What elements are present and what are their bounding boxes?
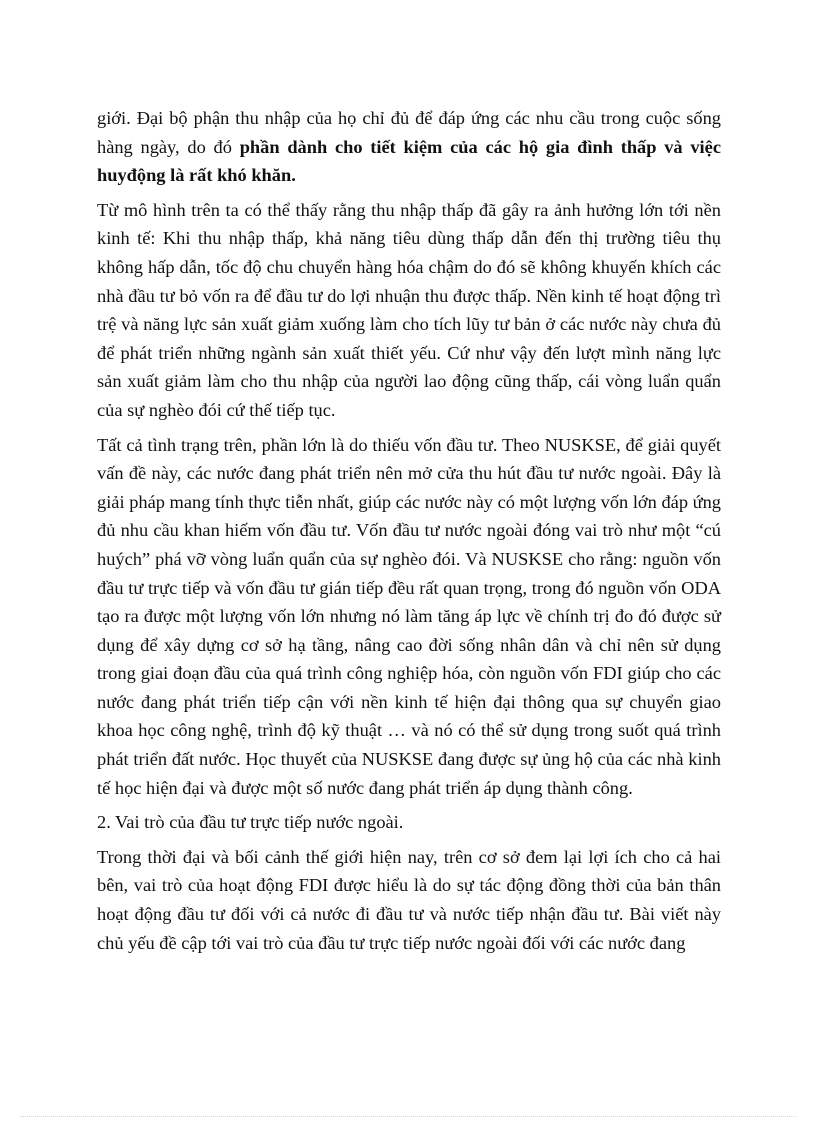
paragraph-low-income-effects: Từ mô hình trên ta có thể thấy rằng thu nhập thấp đã gây ra ảnh hưởng lớn tới nền kinh tế: Khi thu nhập thấp, khả năng tiêu dùng thấp dẫn đến thị trường tiêu thụ không hấp dẫn, tốc độ chu chuyển hàng hóa chậm do đó sẽ không khuyến khích các nhà đầu tư bỏ vốn ra để đầu tư do lợi nhuận thu được thấp. Nền kinh tế hoạt động trì trệ và năng lực sản xuất giảm xuống làm cho tích lũy tư bản ở các nước này chưa đủ để phát triển những ngành sản xuất thiết yếu. Cứ như vậy đến lượt mình năng lực sản xuất giảm làm cho thu nhập của người lao động cũng thấp, cái vòng luẩn quẩn của sự nghèo đói cứ thế tiếp tục. bbox=[97, 199, 721, 420]
paragraph-text: giới. Đại bộ phận thu nhập của họ chỉ đủ để đáp ứng các nhu cầu trong cuộc sống hàng ngày, do đó bbox=[97, 108, 721, 157]
paragraph-fdi-context: Trong thời đại và bối cảnh thế giới hiện nay, trên cơ sở đem lại lợi ích cho cả hai bên, vai trò của hoạt động FDI được hiểu là do sự tác động đồng thời của bản thân hoạt động đầu tư đối với cả nước đi đầu tư và nước tiếp nhận đầu tư. Bài viết này chủ yếu đề cập tới vai trò của đầu tư trực tiếp nước ngoài đối với các nước đang bbox=[97, 846, 721, 953]
bold-emphasis: phần dành cho tiết kiệm của các hộ gia đình thấp và việc huyđộng là rất khó khăn. bbox=[97, 136, 721, 186]
page-bottom-border bbox=[20, 1116, 796, 1117]
document-body bbox=[97, 104, 721, 963]
section-heading-fdi-role: 2. Vai trò của đầu tư trực tiếp nước ngoài. bbox=[97, 812, 404, 833]
paragraph-nuskse-theory: Tất cả tình trạng trên, phần lớn là do thiếu vốn đầu tư. Theo NUSKSE, để giải quyết vấn đề này, các nước đang phát triển nên mở cửa thu hút đầu tư nước ngoài. Đây là giải pháp mang tính thực tiễn nhất, giúp các nước này có một lượng vốn lớn đáp ứng đủ nhu cầu khan hiếm vốn đầu tư. Vốn đầu tư nước ngoài đóng vai trò như một “cú huých” phá vỡ vòng luẩn quẩn của sự nghèo đói. Và NUSKSE cho rằng: nguồn vốn đầu tư trực tiếp và vốn đầu tư gián tiếp đều rất quan trọng, trong đó nguồn vốn ODA tạo ra được một lượng vốn lớn nhưng nó làm tăng áp lực về chính trị đo đó được sử dụng để xây dựng cơ sở hạ tầng, nâng cao đời sống nhân dân và chỉ nên sử dụng trong giai đoạn đầu của quá trình công nghiệp hóa, còn nguồn vốn FDI giúp cho các nước đang phát triển tiếp cận với nền kinh tế hiện đại thông qua sự chuyển giao khoa học công nghệ, trình độ kỹ thuật … và nó có thể sử dụng trong suốt quá trình phát triển đất nước. Học thuyết của NUSKSE đang được sự ủng hộ của các nhà kinh tế học hiện đại và được một số nước đang phát triển áp dụng thành công. bbox=[97, 434, 721, 798]
paragraph-income-savings bbox=[97, 104, 721, 190]
